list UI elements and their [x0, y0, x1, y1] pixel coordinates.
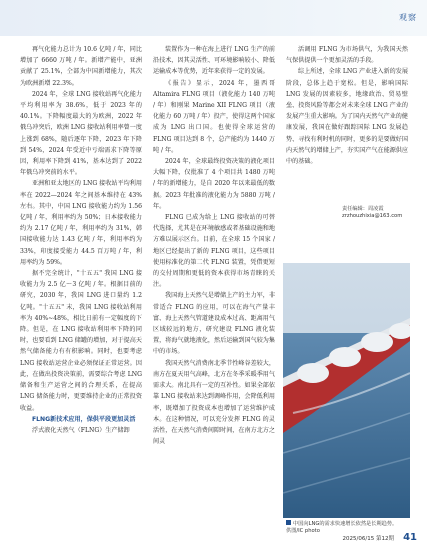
paragraph: 我国海上天然气是增储上产的主力军，非常适合 FLNG 的应用，可以在海气产量丰富、海上天然气管道建设成本过高、距离用气区域较远的地方，研究建设 FLNG 液化装置，将海气就地液化，然后运输到国气较为集中的市场。	[153, 292, 275, 356]
column-1	[20, 44, 142, 436]
editor-credit	[342, 206, 402, 220]
editor-email: zrzhouzhixia@163.com	[342, 213, 403, 219]
caption-text: 中国向LNG的需求快速增长依然是长期趋势。	[293, 521, 398, 527]
caption-marker-icon	[286, 520, 291, 525]
section-tag: 观察	[399, 13, 417, 22]
editor-name: 责任编辑：周凌霞	[342, 206, 384, 212]
paragraph: 装置作为一种在海上进行 LNG 生产的前沿技术，因其灵活性、可环境影响较小、降低运输成本等优势，近年来获得一定的发展。	[153, 46, 275, 76]
paragraph: 2024 年，全球 LNG 接收站再气化能力平均利用率为 38.6%，低于 2023 年的 40.1%。下降幅度最大的为欧洲，2022 年俄乌冲突后，欧洲 LNG 接收站利用率曾一度上涨到 68%，随后逐年下降，2023 年下降到 54%，2024 年受近中亏端需求下降等原因，利用率下降到 41%，基本达到了 2022 年俄乌冲突前的水平。	[20, 90, 142, 177]
lng-ship-photo	[283, 263, 410, 518]
paragraph: 《报告》显示，2024 年，墨西哥 Altamira FLNG 项目（液化能力 140 万吨 / 年）和刚果 Marine XII FLNG 项目（液化能力 60 万吨 / 年）投产，使得这两个国家成为 LNG 出口国。也使得全球运营的 FLNG 项目达到 8 个，总产能约为 1440 万吨 / 年。	[153, 79, 275, 154]
paragraph: FLNG 已成为给上 LNG 接收站的可替代选择，尤其是在环境敏感或者基础设施和地方难以展示区台。目前，在全球 15 个国家 / 地区已经提出了新的 FLNG 项目，这些项目使用标准化的第二代 FLNG 装置，凭借更短的交付周期和更低的资本获得市场青睐的关注。	[153, 214, 275, 289]
page-footer	[343, 525, 417, 544]
issue-info: 2025/06/15 第12期	[342, 536, 394, 542]
paragraph: 综上所述，全球 LNG 产业进入新的发展阶段，总体上趋于宽松。但是，影响国际 LNG 发展的因素较多，地缘政治、贸易壁垒、投资风险等都会对未来全球 LNG 产业的发展产生重大影响。为了国内天然气产业的健康发展，我国在做好跟踪国际 LNG 发展趋势、寻找有利时机的同时，更多的是要做好国内天然气的增储上产，夯实国产气在能源供应中的基础。	[286, 68, 408, 166]
lng-ship-illustration	[283, 263, 410, 518]
paragraph: 我国天然气消费南北季节性峰谷差较大，南方在夏天用气高峰，北方在冬季采暖季用气需求大。南北具有一定的互补性。如果全部依靠 LNG 接收站来达到调峰作用，会降低利用率，既增加了投资成本也增加了运营维护成本。在这种情况，可以充分发挥 FLNG 的灵活性，在天然气消费间隙时间，在南方北方之间灵	[153, 359, 275, 446]
paragraph: 据不完全统计，"十五五" 我国 LNG 接收能力为 2.5 亿～3 亿吨 / 年。根据目前的研究，2030 年，我国 LNG 进口量约 1.2 亿吨。"十五五" 末，我国 LNG 接收站利用率为 40%~48%，相比日前有一定幅度的下降。但是，在 LNG 接收站利用率下降的同时，也要看到 LNG 储罐的增加，对于提高天然气储备能力有有积影响。同时，也要考虑 LNG 接收站运营企业必须保证正常运营。因此，在做出投资决策前，需要综合考虑 LNG 储备和生产运营之间的合理关系，在提高 LNG 储备能力时，更要维持企业的正常投资收益。	[20, 270, 142, 412]
header-band	[0, 0, 427, 36]
section-subheading: FLNG新技术应用，保供平段更加灵活	[32, 415, 136, 423]
column-2	[153, 44, 275, 447]
paragraph: 亚洲和亚太地区的 LNG 接收站平均利用率在 2022—2024 年之间基本维持在 43% 左右。其中，中国 LNG 接收能力约为 1.56 亿吨 / 年，利用率约为 50%；日本接收能力约为 2.17 亿吨 / 年，利用率约为 31%，韩国接收能力达 1.43 亿吨 / 年，利用率约为 33%，印度接受能力 44.5 百万吨 / 年，利用率约为 59%。	[20, 180, 142, 266]
photo-credit: 供图/IC photo	[286, 528, 320, 535]
paragraph: 2024 年，全球最终投资决策的液化项目大幅下降，仅批准了 4 个项目共 1480 万吨 / 年的新增能力，是自 2020 年以来最低的数据。2023 年批准的液化能力为 5880 万吨 / 年。	[153, 158, 275, 210]
paragraph: 再气化能力总计为 10.6 亿吨 / 年，同比增加了 6660 万吨 / 年。新增产能中，亚洲贡献了 25.1%，仝部为中国新增能力，其次为欧洲新增 22.3%。	[20, 46, 142, 87]
page-number: 41	[403, 532, 417, 543]
paragraph: 浮式液化天然气（FLNG）生产储卸	[32, 426, 130, 434]
column-3	[286, 44, 408, 167]
paragraph: 活调用 FLNG 为市场供气，为我国天然气保供提供一个更加灵活的手段。	[286, 46, 408, 65]
